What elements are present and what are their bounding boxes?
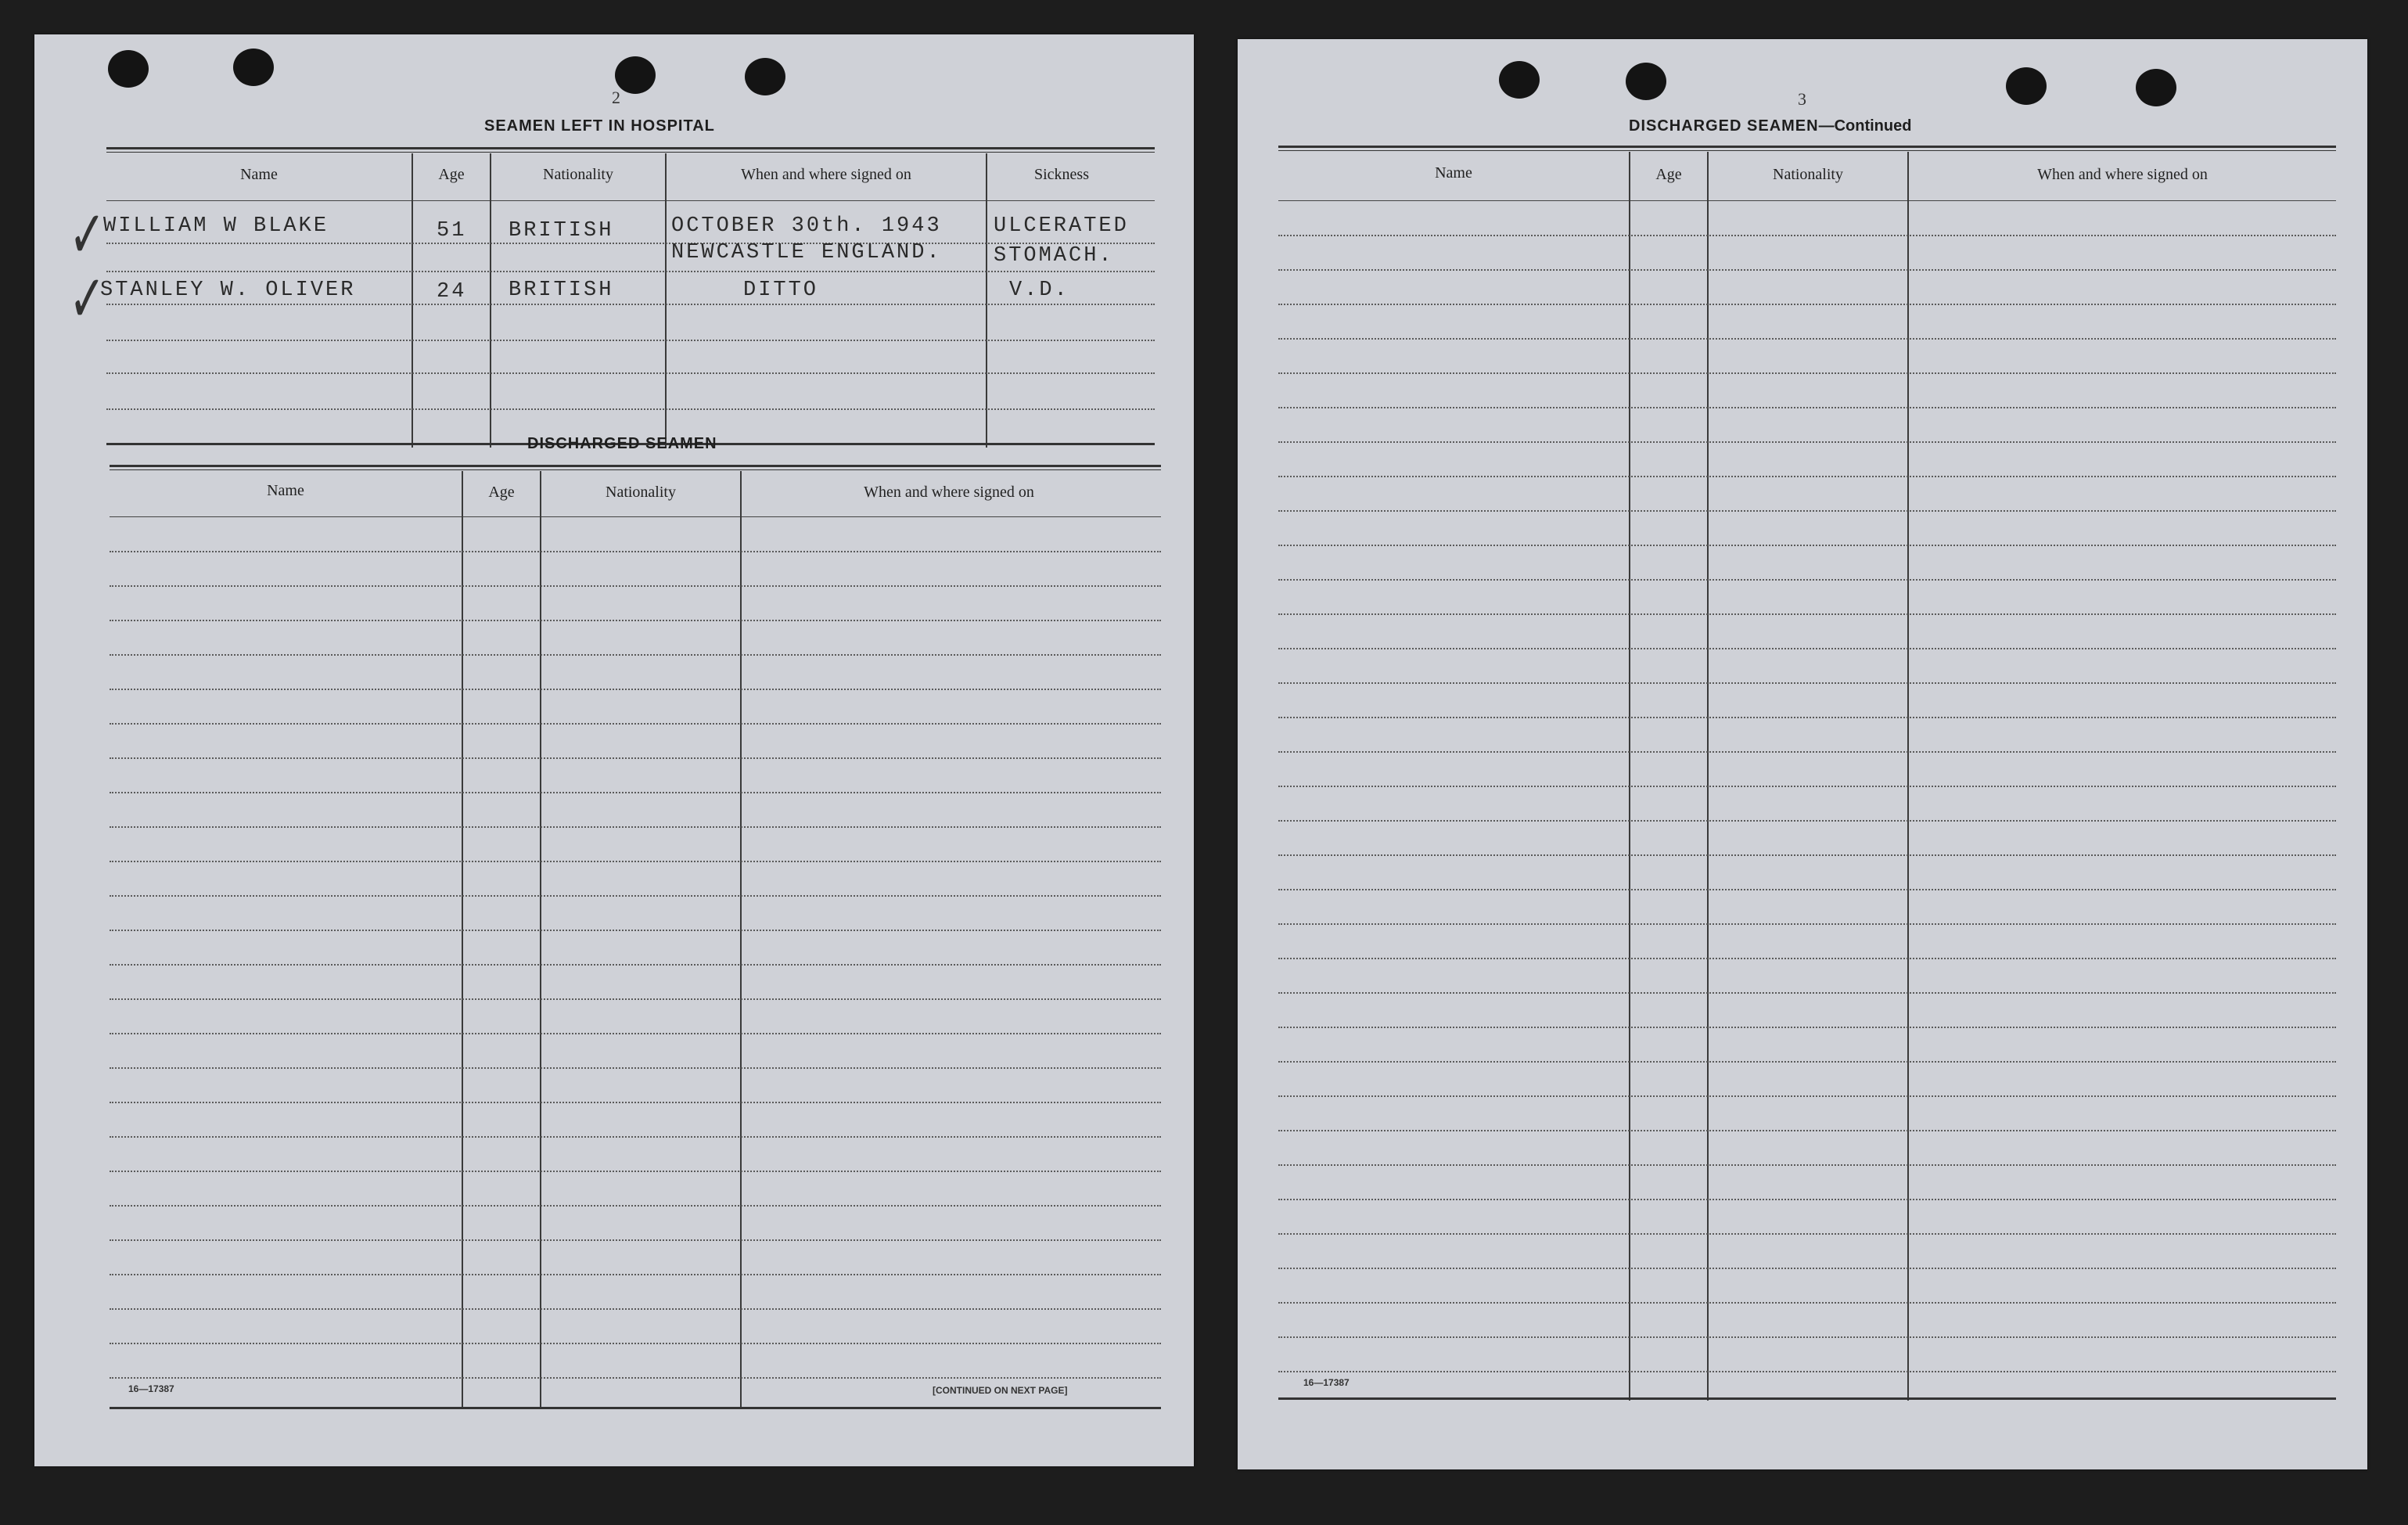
form-code: 16—17387 [1303,1377,1350,1388]
blank-row-rule [110,861,1161,862]
sickness: V.D. [1009,279,1069,302]
blank-row-rule [1278,889,2336,890]
blank-row-rule [1278,786,2336,787]
col-signed-on: When and where signed on [864,484,1034,501]
blank-row-rule [1278,1268,2336,1269]
right-page [1238,39,2367,1469]
blank-row-rule [1278,579,2336,581]
discharged-section-title: DISCHARGED SEAMEN [527,435,717,452]
blank-row-rule [110,895,1161,897]
seaman-age: 51 [437,219,467,243]
row-rule [106,408,1155,410]
discharged-continued-title [1629,117,1911,135]
signed-on-ditto: DITTO [743,279,819,302]
sickness: ULCERATED [994,214,1129,238]
section-title-suffix: —Continued [1818,117,1912,135]
blank-row-rule [110,551,1161,552]
blank-row-rule [1278,751,2336,753]
seaman-name: WILLIAM W BLAKE [103,214,329,238]
page-number: 2 [612,88,620,107]
col-divider [665,153,667,448]
col-sickness: Sickness [1034,166,1089,183]
check-mark: ✓ [69,261,106,338]
col-nationality: Nationality [543,166,613,183]
blank-row-rule [1278,1027,2336,1028]
table-top-rule [110,465,1161,470]
continued-note: [CONTINUED ON NEXT PAGE] [933,1385,1068,1396]
col-signed-on: When and where signed on [741,166,911,183]
blank-row-rule [110,998,1161,1000]
punch-hole [233,49,274,86]
blank-row-rule [110,757,1161,759]
blank-row-rule [1278,1199,2336,1200]
col-divider [740,471,742,1407]
blank-row-rule [110,1377,1161,1379]
blank-row-rule [110,1171,1161,1172]
blank-row-rule [1278,407,2336,408]
blank-row-rule [110,1205,1161,1207]
seaman-age: 24 [437,280,467,304]
section-title-main: DISCHARGED SEAMEN [1629,117,1819,135]
blank-row-rule [1278,992,2336,994]
col-age: Age [1655,166,1682,183]
header-rule [1278,200,2336,201]
blank-row-rule [110,930,1161,931]
blank-row-rule [1278,1061,2336,1063]
blank-row-rule [110,1136,1161,1138]
blank-row-rule [1278,1371,2336,1372]
blank-row-rule [1278,545,2336,546]
check-mark: ✓ [69,196,106,274]
col-divider [540,471,541,1407]
blank-row-rule [1278,820,2336,822]
blank-row-rule [110,689,1161,690]
blank-row-rule [1278,269,2336,271]
sickness: STOMACH. [994,244,1114,268]
blank-row-rule [110,1102,1161,1103]
col-name: Name [1435,164,1472,182]
blank-row-rule [1278,441,2336,443]
col-age: Age [488,484,515,501]
seaman-nationality: BRITISH [509,219,614,243]
signed-on-date: OCTOBER 30th. 1943 [671,214,942,238]
blank-row-rule [1278,338,2336,340]
col-signed-on: When and where signed on [2037,166,2208,183]
table-top-rule [1278,146,2336,151]
blank-row-rule [110,1067,1161,1069]
signed-on-place: NEWCASTLE ENGLAND. [671,241,942,264]
blank-row-rule [110,826,1161,828]
punch-hole [2006,67,2047,105]
col-divider [462,471,463,1407]
blank-row-rule [110,1033,1161,1034]
table-bottom-rule [110,1407,1161,1409]
col-divider [986,153,987,448]
row-rule [106,340,1155,341]
blank-row-rule [110,964,1161,966]
col-name: Name [240,166,278,183]
blank-row-rule [1278,958,2336,959]
blank-row-rule [1278,304,2336,305]
row-rule [106,271,1155,272]
blank-row-rule [1278,717,2336,718]
blank-row-rule [1278,613,2336,615]
table-top-rule [106,147,1155,153]
blank-row-rule [110,723,1161,725]
blank-row-rule [1278,1336,2336,1338]
header-rule [110,516,1161,517]
punch-hole [1626,63,1666,100]
blank-row-rule [1278,510,2336,512]
blank-row-rule [110,1239,1161,1241]
blank-row-rule [1278,1302,2336,1304]
punch-hole [1499,61,1540,99]
blank-row-rule [110,1274,1161,1275]
blank-row-rule [1278,476,2336,477]
row-rule [106,372,1155,374]
blank-row-rule [110,585,1161,587]
punch-hole [615,56,656,94]
blank-row-rule [1278,235,2336,236]
blank-row-rule [1278,923,2336,925]
header-rule [106,200,1155,201]
punch-hole [108,50,149,88]
col-divider [412,153,413,448]
col-name: Name [267,482,304,499]
blank-row-rule [1278,372,2336,374]
seaman-nationality: BRITISH [509,279,614,302]
blank-row-rule [110,1343,1161,1344]
hospital-section-title: SEAMEN LEFT IN HOSPITAL [484,117,715,135]
punch-hole [2136,69,2176,106]
col-age: Age [438,166,465,183]
blank-row-rule [110,654,1161,656]
row-rule [106,304,1155,305]
punch-hole [745,58,785,95]
page-number: 3 [1798,89,1806,109]
blank-row-rule [1278,1164,2336,1166]
seaman-name: STANLEY W. OLIVER [100,279,356,302]
col-nationality: Nationality [606,484,676,501]
table-bottom-rule [1278,1397,2336,1400]
left-page [34,34,1194,1466]
form-code: 16—17387 [128,1383,174,1394]
blank-row-rule [1278,1233,2336,1235]
blank-row-rule [1278,1095,2336,1097]
blank-row-rule [110,792,1161,793]
blank-row-rule [110,620,1161,621]
blank-row-rule [1278,682,2336,684]
blank-row-rule [1278,854,2336,856]
blank-row-rule [1278,648,2336,649]
blank-row-rule [1278,1130,2336,1131]
blank-row-rule [110,1308,1161,1310]
col-divider [490,153,491,448]
col-nationality: Nationality [1773,166,1843,183]
